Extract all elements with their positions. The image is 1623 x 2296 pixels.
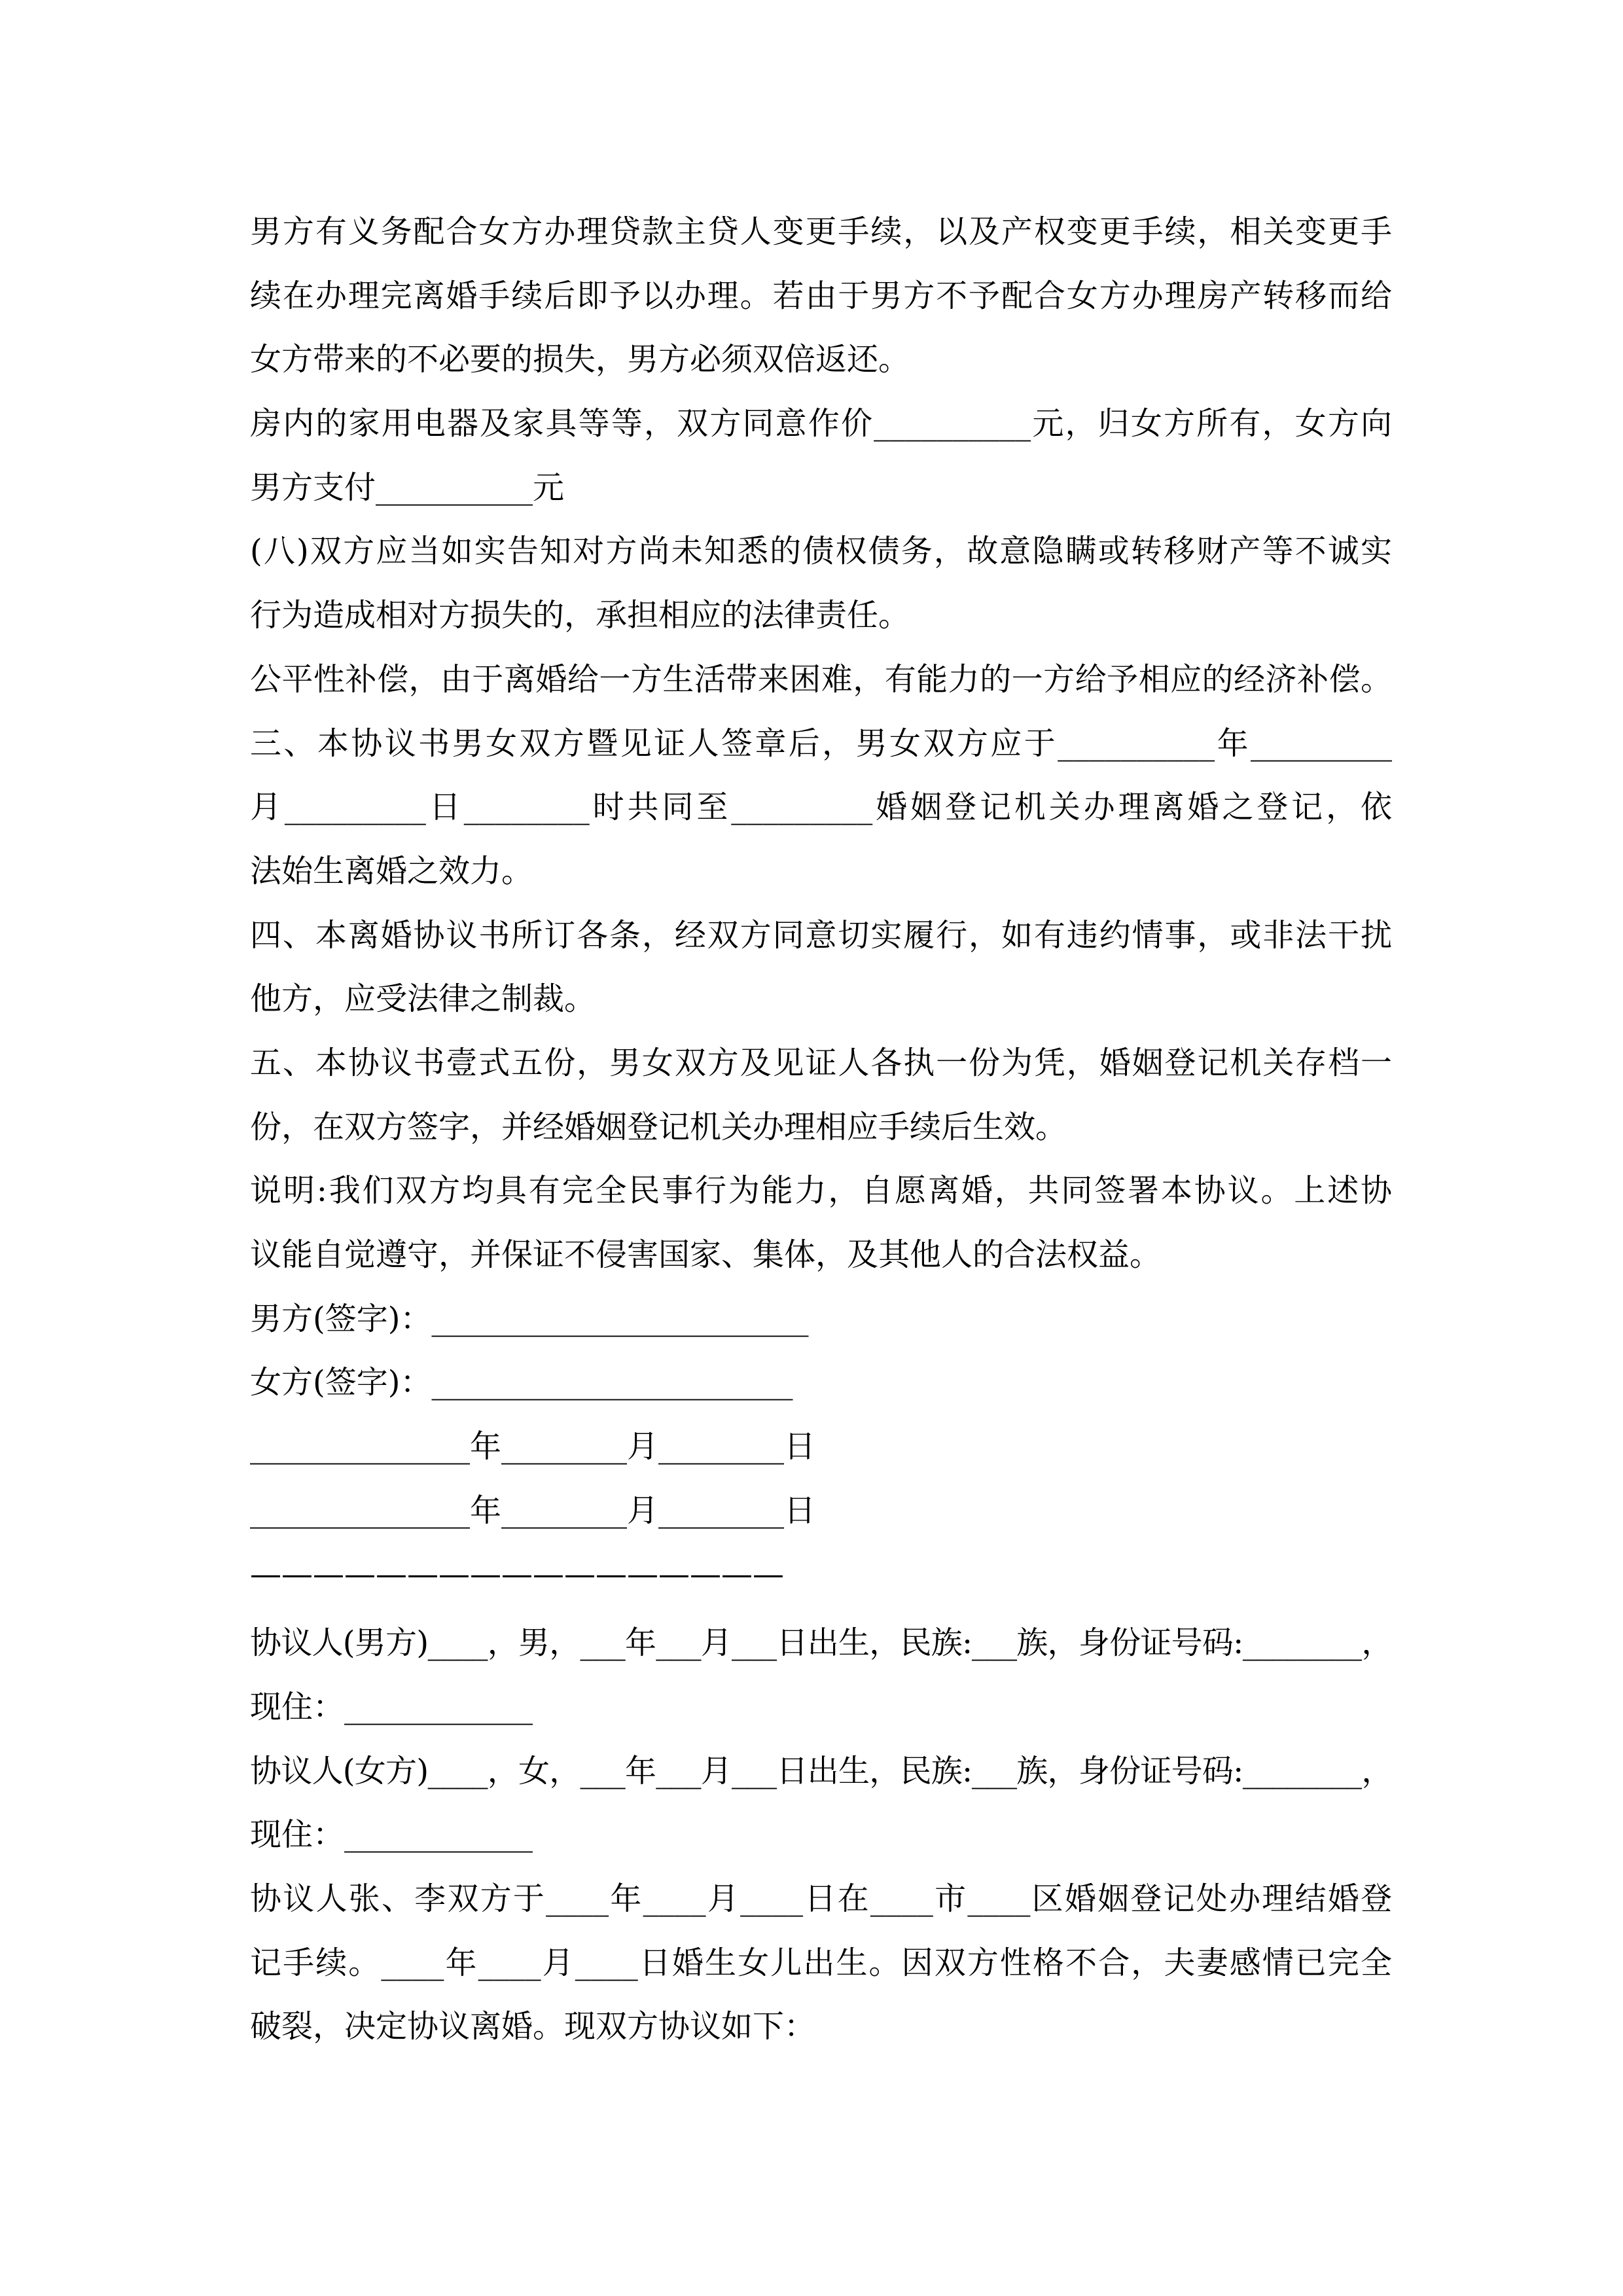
text-line: 三、本协议书男女双方暨见证人签章后，男女双方应于__________年_________ (250, 725, 1392, 762)
text-line: 法始生离婚之效力。 (250, 852, 533, 889)
text-line: 月_________日________时共同至_________婚姻登记机关办理离婚之登记，依 (250, 789, 1392, 826)
party-male (250, 1611, 1392, 1739)
text-line: 协议人张、李双方于____年____月____日在____市____区婚姻登记处办理结婚登 (250, 1880, 1392, 1917)
section-separator: ————————————————— (250, 1556, 784, 1593)
signature-block (250, 1287, 1392, 1543)
text-line: 记手续。____年____月____日婚生女儿出生。因双方性格不合，夫妻感情已完全 (250, 1944, 1392, 1981)
party-female-info: 协议人(女方)____，女，___年___月___日出生，民族:___族，身份证号码:________， (250, 1752, 1392, 1789)
text-line: 行为造成相对方损失的，承担相应的法律责任。 (250, 597, 910, 634)
signature-line-female: 女方(签字)：_______________________ (250, 1364, 793, 1401)
text-line: 房内的家用电器及家具等等，双方同意作价__________元，归女方所有，女方向 (250, 405, 1392, 442)
clause-property-transfer (250, 200, 1392, 392)
text-line: 他方，应受法律之制裁。 (250, 980, 596, 1018)
party-male-info: 协议人(男方)____，男，___年___月___日出生，民族:___族，身份证号码:________， (250, 1624, 1392, 1662)
signature-date-line: ______________年________月________日 (250, 1492, 816, 1529)
clause-compensation (250, 648, 1392, 712)
clause-debts (250, 520, 1392, 647)
clause-registration (250, 712, 1392, 904)
party-male-address: 现住：____________ (250, 1688, 533, 1725)
agreement-body (250, 200, 1392, 2059)
signature-date-line: ______________年________月________日 (250, 1428, 816, 1465)
text-line: 男方有义务配合女方办理贷款主贷人变更手续，以及产权变更手续，相关变更手 (250, 213, 1392, 250)
text-line: 男方支付__________元 (250, 469, 565, 506)
text-line: 破裂，决定协议离婚。现双方协议如下： (250, 2008, 816, 2045)
text-line: 说明:我们双方均具有完全民事行为能力，自愿离婚，共同签署本协议。上述协 (250, 1172, 1392, 1210)
text-line: 议能自觉遵守，并保证不侵害国家、集体，及其他人的合法权益。 (250, 1236, 1162, 1273)
signature-line-male: 男方(签字)：________________________ (250, 1300, 809, 1337)
text-line: 续在办理完离婚手续后即予以办理。若由于男方不予配合女方办理房产转移而给 (250, 277, 1392, 314)
text-line: 女方带来的不必要的损失，男方必须双倍返还。 (250, 341, 910, 378)
text-line: 四、本离婚协议书所订各条，经双方同意切实履行，如有违约情事，或非法干扰 (250, 916, 1392, 954)
text-line: 公平性补偿，由于离婚给一方生活带来困难，有能力的一方给予相应的经济补偿。 (250, 660, 1392, 698)
agreement-preamble (250, 1867, 1392, 2059)
party-female-address: 现住：____________ (250, 1816, 533, 1854)
party-female (250, 1740, 1392, 1867)
text-line: 五、本协议书壹式五份，男女双方及见证人各执一份为凭，婚姻登记机关存档一 (250, 1044, 1392, 1081)
clause-binding-force (250, 904, 1392, 1031)
clause-copies (250, 1031, 1392, 1159)
clause-household-items (250, 392, 1392, 520)
text-line: (八)双方应当如实告知对方尚未知悉的债权债务，故意隐瞒或转移财产等不诚实 (250, 533, 1392, 570)
clause-statement (250, 1159, 1392, 1287)
text-line: 份，在双方签字，并经婚姻登记机关办理相应手续后生效。 (250, 1108, 1067, 1145)
